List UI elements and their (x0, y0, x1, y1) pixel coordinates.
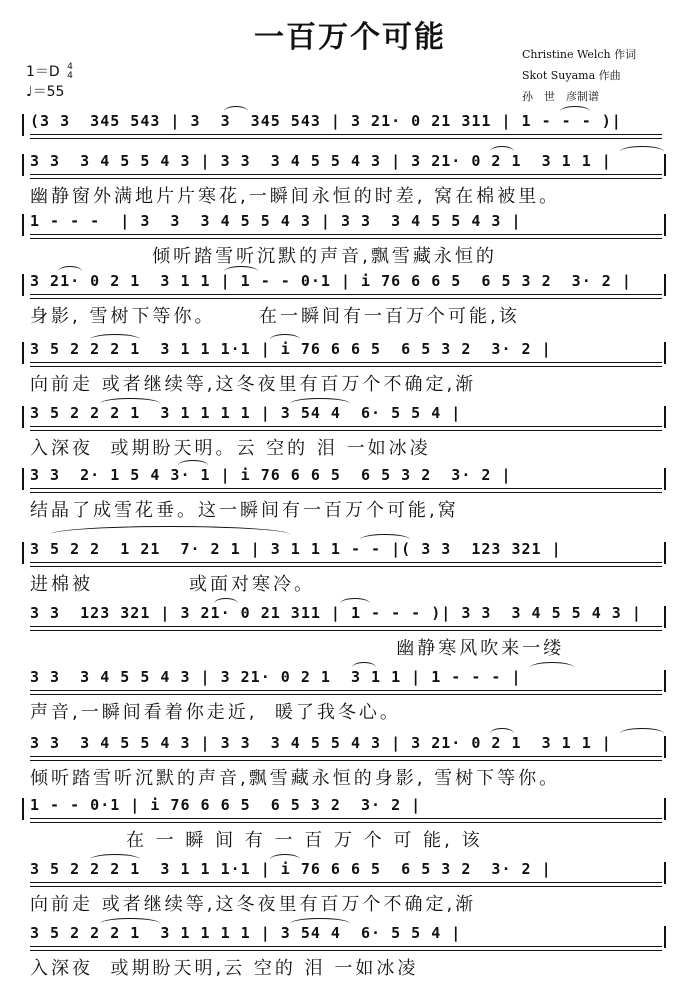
notes-row: 3 21· 0 2 1 3 1 1 | 1 - - 0·1 | i 76 6 6 5 6 5 3 2 3· 2 | (30, 272, 662, 300)
lyrics-row: 入深夜 或期盼天明,云 空的 泪 一如冰凌 (30, 958, 419, 979)
notes-row: 3 3 3 4 5 5 4 3 | 3 3 3 4 5 5 4 3 | 3 21· 0 2 1 3 1 1 | (30, 734, 662, 762)
tie-mark (560, 106, 590, 117)
slur-mark (50, 526, 290, 543)
barline (664, 862, 666, 884)
barline (664, 406, 666, 428)
notes-row: 3 3 3 4 5 5 4 3 | 3 3 3 4 5 5 4 3 | 3 21· 0 2 1 3 1 1 | (30, 152, 662, 180)
tie-mark (214, 598, 238, 609)
tie-mark (224, 266, 258, 277)
lyrics-row: 身影, 雪树下等你。 在一瞬间有一百万个可能,该 (30, 306, 520, 327)
barline (22, 342, 24, 364)
barline (22, 274, 24, 296)
tie-mark (58, 266, 82, 277)
transcriber-credit: 孙 世 彦制谱 (522, 90, 599, 103)
barline (664, 214, 666, 236)
tie-mark (620, 728, 664, 739)
tie-mark (290, 918, 350, 929)
barline (22, 406, 24, 428)
barline (664, 154, 666, 176)
key-label: 1＝D (26, 64, 60, 80)
score-meta (26, 62, 73, 102)
tie-mark (90, 854, 140, 865)
barline (664, 468, 666, 490)
credits (522, 44, 636, 107)
key-signature (26, 62, 73, 82)
barline (664, 274, 666, 296)
barline (22, 154, 24, 176)
tie-mark (178, 460, 208, 471)
notes-row: 3 3 2· 1 5 4 3· 1 | i 76 6 6 5 6 5 3 2 3· 2 | (30, 466, 662, 494)
lyrics-row: 在 一 瞬 间 有 一 百 万 个 可 能, 该 (30, 830, 483, 851)
lyrics-row: 入深夜 或期盼天明。云 空的 泪 一如冰凌 (30, 438, 431, 459)
tie-mark (270, 854, 300, 865)
lyrics-row: 结晶了成雪花垂。这一瞬间有一百万个可能,窝 (30, 500, 459, 521)
barline (664, 542, 666, 564)
lyrics-row: 幽静寒风吹来一缕 (30, 638, 565, 659)
tie-mark (490, 728, 514, 739)
notes-row: 3 5 2 2 2 1 3 1 1 1 1 | 3 54 4 6· 5 5 4 | (30, 404, 662, 432)
notes-row: 1 - - 0·1 | i 76 6 6 5 6 5 3 2 3· 2 | (30, 796, 662, 824)
composer-credit: Skot Suyama 作曲 (522, 69, 621, 82)
time-bottom: 4 (67, 71, 73, 81)
barline (664, 926, 666, 948)
notes-row: 3 5 2 2 2 1 3 1 1 1 1 | 3 54 4 6· 5 5 4 | (30, 924, 662, 952)
tie-mark (224, 106, 248, 117)
tie-mark (620, 146, 664, 157)
tie-mark (360, 534, 410, 545)
tie-mark (90, 334, 140, 345)
lyrics-row: 倾听踏雪听沉默的声音,飘雪藏永恒的身影, 雪树下等你。 (30, 768, 561, 789)
time-signature (67, 63, 73, 81)
notes-row: 3 5 2 2 2 1 3 1 1 1·1 | i 76 6 6 5 6 5 3 2 3· 2 | (30, 860, 662, 888)
notes-row: 1 - - - | 3 3 3 4 5 5 4 3 | 3 3 3 4 5 5 4 3 | (30, 212, 662, 240)
lyrics-row: 声音,一瞬间看着你走近, 暖了我冬心。 (30, 702, 401, 723)
barline (664, 670, 666, 692)
barline (22, 114, 24, 136)
tie-mark (490, 146, 514, 157)
song-title: 一百万个可能 (254, 20, 446, 55)
barline (664, 798, 666, 820)
lyrics-row: 幽静窗外满地片片寒花,一瞬间永恒的时差, 窝在棉被里。 (30, 186, 561, 207)
tempo-marking: ♩＝55 (26, 84, 65, 100)
barline (664, 736, 666, 758)
tie-mark (100, 398, 160, 409)
tie-mark (270, 334, 300, 345)
barline (22, 542, 24, 564)
tie-mark (100, 918, 160, 929)
barline (22, 798, 24, 820)
barline (664, 606, 666, 628)
barline (22, 214, 24, 236)
lyrics-row: 倾听踏雪听沉默的声音,飘雪藏永恒的 (30, 246, 497, 267)
notes-row: (3 3 345 543 | 3 3 345 543 | 3 21· 0 21 311 | 1 - - - )| (30, 112, 662, 140)
tie-mark (530, 662, 574, 673)
tie-mark (340, 598, 370, 609)
lyrics-row: 进棉被 或面对寒冷。 (30, 574, 315, 595)
barline (22, 468, 24, 490)
notes-row: 3 5 2 2 2 1 3 1 1 1·1 | i 76 6 6 5 6 5 3 2 3· 2 | (30, 340, 662, 368)
tie-mark (290, 398, 350, 409)
notes-row: 3 3 123 321 | 3 21· 0 21 311 | 1 - - - )| 3 3 3 4 5 5 4 3 | (30, 604, 662, 632)
time-top: 4 (67, 62, 73, 72)
barline (664, 342, 666, 364)
notes-row: 3 3 3 4 5 5 4 3 | 3 21· 0 2 1 3 1 1 | 1 - - - | (30, 668, 662, 696)
lyricist-credit: Christine Welch 作词 (522, 48, 637, 61)
tie-mark (352, 662, 376, 673)
lyrics-row: 向前走 或者继续等,这冬夜里有百万个不确定,渐 (30, 894, 477, 915)
lyrics-row: 向前走 或者继续等,这冬夜里有百万个不确定,渐 (30, 374, 477, 395)
notes-row: 3 5 2 2 1 21 7· 2 1 | 3 1 1 1 - - |( 3 3 123 321 | (30, 540, 662, 568)
